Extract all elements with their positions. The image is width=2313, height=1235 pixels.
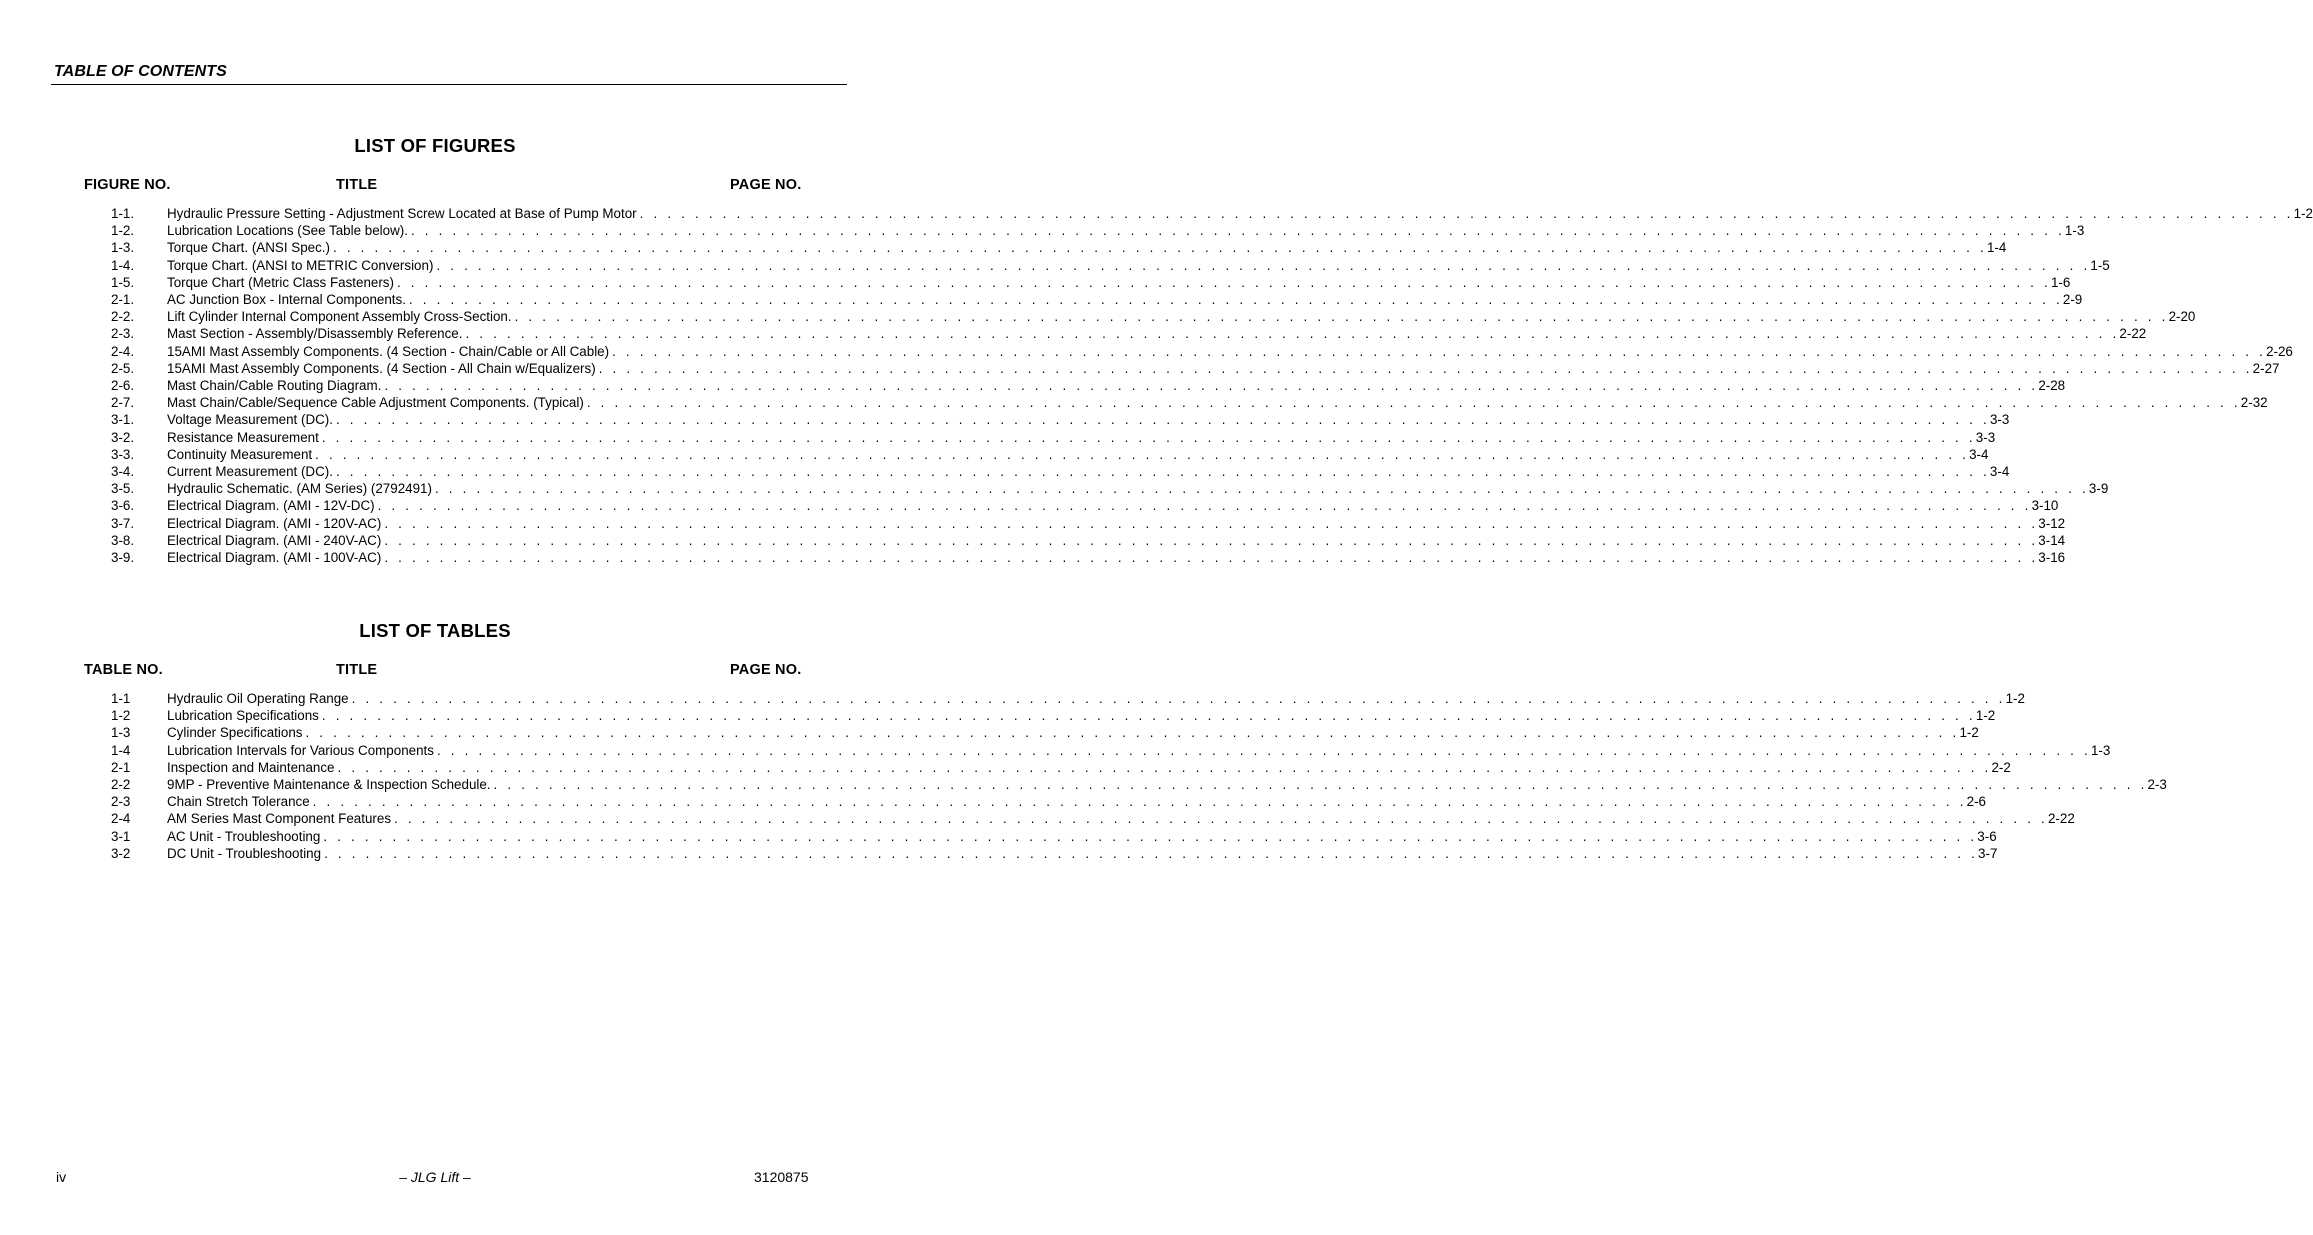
figure-entry-dot-leader: . . . . . . . . . . . . . . . . . . . . . . . . . . . . . . . . . . . . . . . . . . . . . . . . . . . . . . . . . . . . . . . . . . . . . . . . . . . . . . . . . . . . . . . . . . . . . . . . . . . . . . . . . . . . . . . . . . . . . . . . [639,206,2294,221]
table-entry-page[interactable]: 1-2 [1959,725,1979,741]
figure-entry-dot-leader: . . . . . . . . . . . . . . . . . . . . . . . . . . . . . . . . . . . . . . . . . . . . . . . . . . . . . . . . . . . . . . . . . . . . . . . . . . . . . . . . . . . . . . . . . . . . . . . . . . . . . . . . . . . . . . . . . . . . . . . . [384,378,2039,393]
figure-entry-dot-leader: . . . . . . . . . . . . . . . . . . . . . . . . . . . . . . . . . . . . . . . . . . . . . . . . . . . . . . . . . . . . . . . . . . . . . . . . . . . . . . . . . . . . . . . . . . . . . . . . . . . . . . . . . . . . . . . . . . . . . . . . [315,446,1970,462]
table-entry [0,810,2075,827]
figures-col-number-header: FIGURE NO. [84,177,171,193]
figure-entry-title[interactable]: Continuity Measurement [167,446,313,462]
table-entry-dot-leader: . . . . . . . . . . . . . . . . . . . . . . . . . . . . . . . . . . . . . . . . . . . . . . . . . . . . . . . . . . . . . . . . . . . . . . . . . . . . . . . . . . . . . . . . . . . . . . . . . . . . . . . . . . . . . . . . . . . . . . . . [394,811,2048,827]
figure-entry-page[interactable]: 1-6 [2050,274,2071,290]
table-entry-title[interactable]: DC Unit - Troubleshooting [167,845,322,861]
figure-entry-line [167,257,2110,274]
table-entry [0,828,1997,845]
figure-entry-page[interactable]: 3-9 [2088,481,2109,497]
figure-entry-title[interactable]: Current Measurement (DC). [167,464,333,479]
table-entry-line [167,793,1986,810]
table-entry-title[interactable]: Cylinder Specifications [167,725,303,741]
figure-entry-page[interactable]: 3-12 [2038,515,2066,531]
table-entry-dot-leader: . . . . . . . . . . . . . . . . . . . . . . . . . . . . . . . . . . . . . . . . . . . . . . . . . . . . . . . . . . . . . . . . . . . . . . . . . . . . . . . . . . . . . . . . . . . . . . . . . . . . . . . . . . . . . . . . . . . . . . . . [351,691,2006,706]
figure-entry-title[interactable]: Torque Chart. (ANSI to METRIC Conversion) [167,257,434,273]
figure-entry-title[interactable]: Hydraulic Schematic. (AM Series) (2792491) [167,481,432,497]
tables-col-title-header: TITLE [336,662,378,678]
table-entry-number: 1-2 [111,708,131,724]
table-entry-page[interactable]: 2-3 [2147,777,2167,792]
table-entry-dot-leader: . . . . . . . . . . . . . . . . . . . . . . . . . . . . . . . . . . . . . . . . . . . . . . . . . . . . . . . . . . . . . . . . . . . . . . . . . . . . . . . . . . . . . . . . . . . . . . . . . . . . . . . . . . . . . . . . . . . . . . . . [305,725,1960,741]
table-entry-title[interactable]: AC Unit - Troubleshooting [167,828,321,844]
figure-entry-line [167,222,2085,239]
figure-entry-page[interactable]: 2-28 [2038,378,2066,393]
table-entry-line [167,759,2011,776]
figure-entry-line [167,377,2066,394]
figure-entry-title[interactable]: 15AMI Mast Assembly Components. (4 Section - All Chain w/Equalizers) [167,360,596,376]
table-entry-number: 2-1 [111,759,131,775]
figure-entry-dot-leader: . . . . . . . . . . . . . . . . . . . . . . . . . . . . . . . . . . . . . . . . . . . . . . . . . . . . . . . . . . . . . . . . . . . . . . . . . . . . . . . . . . . . . . . . . . . . . . . . . . . . . . . . . . . . . . . . . . . . . . . . [514,309,2169,325]
figure-entry-line [167,446,1989,463]
figure-entry [0,308,2196,325]
table-entry-title[interactable]: Lubrication Specifications [167,708,319,724]
figure-entry-number: 3-4. [111,464,135,479]
figure-entry-dot-leader: . . . . . . . . . . . . . . . . . . . . . . . . . . . . . . . . . . . . . . . . . . . . . . . . . . . . . . . . . . . . . . . . . . . . . . . . . . . . . . . . . . . . . . . . . . . . . . . . . . . . . . . . . . . . . . . . . . . . . . . . [396,274,2051,290]
figure-entry-dot-leader: . . . . . . . . . . . . . . . . . . . . . . . . . . . . . . . . . . . . . . . . . . . . . . . . . . . . . . . . . . . . . . . . . . . . . . . . . . . . . . . . . . . . . . . . . . . . . . . . . . . . . . . . . . . . . . . . . . . . . . . . [384,532,2039,548]
figure-entry [0,532,2066,549]
figure-entry-page[interactable]: 3-3 [1989,412,2010,428]
figure-entry-title[interactable]: Electrical Diagram. (AMI - 100V-AC) [167,550,382,565]
figure-entry-dot-leader: . . . . . . . . . . . . . . . . . . . . . . . . . . . . . . . . . . . . . . . . . . . . . . . . . . . . . . . . . . . . . . . . . . . . . . . . . . . . . . . . . . . . . . . . . . . . . . . . . . . . . . . . . . . . . . . . . . . . . . . . [465,326,2120,342]
figure-entry-number: 1-1. [111,206,135,221]
figure-entry-line [167,515,2066,532]
figure-entry-number: 3-3. [111,446,135,462]
figure-entry-dot-leader: . . . . . . . . . . . . . . . . . . . . . . . . . . . . . . . . . . . . . . . . . . . . . . . . . . . . . . . . . . . . . . . . . . . . . . . . . . . . . . . . . . . . . . . . . . . . . . . . . . . . . . . . . . . . . . . . . . . . . . . . [335,464,1990,479]
figure-entry-page[interactable]: 2-22 [2119,326,2147,342]
table-entry [0,742,2111,759]
figure-entry-page[interactable]: 1-2 [2293,206,2313,221]
figure-entry-number: 1-4. [111,257,135,273]
table-entry-title[interactable]: 9MP - Preventive Maintenance & Inspection Schedule. [167,777,491,792]
table-entry-line [167,690,2025,707]
table-entry-number: 1-1 [111,691,131,706]
figure-entry-line [167,360,2280,377]
table-entry-page[interactable]: 1-2 [2005,691,2025,706]
figure-entry-dot-leader: . . . . . . . . . . . . . . . . . . . . . . . . . . . . . . . . . . . . . . . . . . . . . . . . . . . . . . . . . . . . . . . . . . . . . . . . . . . . . . . . . . . . . . . . . . . . . . . . . . . . . . . . . . . . . . . . . . . . . . . . [332,240,1987,256]
list-of-figures-heading: LIST OF FIGURES [354,135,516,156]
figure-entry [0,446,1989,463]
figure-entry [0,377,2066,394]
footer-page-number: iv [56,1169,67,1185]
figure-entry [0,222,2085,239]
figure-entry-title[interactable]: Lift Cylinder Internal Component Assembly Cross-Section. [167,309,512,325]
table-entry-number: 3-2 [111,845,131,861]
figure-entry-title[interactable]: AC Junction Box - Internal Components. [167,292,406,307]
figure-entry-dot-leader: . . . . . . . . . . . . . . . . . . . . . . . . . . . . . . . . . . . . . . . . . . . . . . . . . . . . . . . . . . . . . . . . . . . . . . . . . . . . . . . . . . . . . . . . . . . . . . . . . . . . . . . . . . . . . . . . . . . . . . . . [436,257,2091,273]
figure-entry [0,515,2066,532]
figure-entry-number: 2-5. [111,360,135,376]
figure-entry-title[interactable]: Electrical Diagram. (AMI - 120V-AC) [167,515,382,531]
table-entry-number: 2-3 [111,794,131,810]
figure-entry [0,325,2147,342]
figure-entry-page[interactable]: 2-32 [2240,395,2268,411]
table-entry-page[interactable]: 2-6 [1966,794,1986,810]
figure-entry-page[interactable]: 1-5 [2090,257,2110,273]
figure-entry [0,497,2059,514]
figure-entry-line [167,291,2083,308]
table-entry-dot-leader: . . . . . . . . . . . . . . . . . . . . . . . . . . . . . . . . . . . . . . . . . . . . . . . . . . . . . . . . . . . . . . . . . . . . . . . . . . . . . . . . . . . . . . . . . . . . . . . . . . . . . . . . . . . . . . . . . . . . . . . . [323,828,1978,844]
figure-entry-number: 1-5. [111,274,135,290]
table-entry-dot-leader: . . . . . . . . . . . . . . . . . . . . . . . . . . . . . . . . . . . . . . . . . . . . . . . . . . . . . . . . . . . . . . . . . . . . . . . . . . . . . . . . . . . . . . . . . . . . . . . . . . . . . . . . . . . . . . . . . . . . . . . . [312,794,1967,810]
figure-entry-number: 3-5. [111,481,135,497]
figure-entry-title[interactable]: Mast Chain/Cable/Sequence Cable Adjustment Components. (Typical) [167,395,584,411]
table-entry-number: 3-1 [111,828,131,844]
figure-entry-line [167,497,2059,514]
figure-entry-title[interactable]: Resistance Measurement [167,429,319,445]
table-entry-dot-leader: . . . . . . . . . . . . . . . . . . . . . . . . . . . . . . . . . . . . . . . . . . . . . . . . . . . . . . . . . . . . . . . . . . . . . . . . . . . . . . . . . . . . . . . . . . . . . . . . . . . . . . . . . . . . . . . . . . . . . . . . [493,777,2148,792]
figure-entry-title[interactable]: Mast Chain/Cable Routing Diagram. [167,378,382,393]
figure-entry-dot-leader: . . . . . . . . . . . . . . . . . . . . . . . . . . . . . . . . . . . . . . . . . . . . . . . . . . . . . . . . . . . . . . . . . . . . . . . . . . . . . . . . . . . . . . . . . . . . . . . . . . . . . . . . . . . . . . . . . . . . . . . . [612,343,2267,359]
figure-entry-title[interactable]: 15AMI Mast Assembly Components. (4 Section - Chain/Cable or All Cable) [167,343,610,359]
tables-col-page-header: PAGE NO. [730,662,802,678]
figure-entry-number: 2-1. [111,292,135,307]
figure-entry [0,429,1996,446]
figure-entry-page[interactable]: 2-26 [2266,343,2293,359]
figure-entry [0,291,2083,308]
figure-entry-title[interactable]: Mast Section - Assembly/Disassembly Reference. [167,326,463,342]
figure-entry-title[interactable]: Torque Chart (Metric Class Fasteners) [167,274,394,290]
figure-entry-line [167,239,2007,256]
table-entry-line [167,845,1998,862]
figure-entry [0,480,2109,497]
figure-entry-dot-leader: . . . . . . . . . . . . . . . . . . . . . . . . . . . . . . . . . . . . . . . . . . . . . . . . . . . . . . . . . . . . . . . . . . . . . . . . . . . . . . . . . . . . . . . . . . . . . . . . . . . . . . . . . . . . . . . . . . . . . . . . [377,498,2032,514]
footer-publisher: – JLG Lift – [399,1169,471,1185]
figure-entry [0,274,2071,291]
figure-entry-title[interactable]: Torque Chart. (ANSI Spec.) [167,240,330,256]
figure-entry-line [167,463,2010,480]
figure-entry-page[interactable]: 3-4 [1969,446,1989,462]
table-entry [0,793,1986,810]
figure-entry [0,394,2268,411]
table-entry-page[interactable]: 1-3 [2090,742,2111,758]
figure-entry-dot-leader: . . . . . . . . . . . . . . . . . . . . . . . . . . . . . . . . . . . . . . . . . . . . . . . . . . . . . . . . . . . . . . . . . . . . . . . . . . . . . . . . . . . . . . . . . . . . . . . . . . . . . . . . . . . . . . . . . . . . . . . . [410,223,2065,239]
table-entry-dot-leader: . . . . . . . . . . . . . . . . . . . . . . . . . . . . . . . . . . . . . . . . . . . . . . . . . . . . . . . . . . . . . . . . . . . . . . . . . . . . . . . . . . . . . . . . . . . . . . . . . . . . . . . . . . . . . . . . . . . . . . . . [324,845,1979,861]
table-entry-page[interactable]: 3-6 [1977,828,1997,844]
figure-entry-title[interactable]: Lubrication Locations (See Table below). [167,223,408,239]
table-entry-page[interactable]: 3-7 [1978,845,1998,861]
figure-entry [0,360,2280,377]
figure-entry-number: 2-4. [111,343,135,359]
figure-entry-dot-leader: . . . . . . . . . . . . . . . . . . . . . . . . . . . . . . . . . . . . . . . . . . . . . . . . . . . . . . . . . . . . . . . . . . . . . . . . . . . . . . . . . . . . . . . . . . . . . . . . . . . . . . . . . . . . . . . . . . . . . . . . [434,481,2089,497]
figure-entry-line [167,205,2313,222]
figure-entry-page[interactable]: 2-20 [2168,309,2196,325]
page-header-title: TABLE OF CONTENTS [54,63,227,80]
figure-entry-page[interactable]: 3-14 [2038,532,2066,548]
table-entry-page[interactable]: 2-22 [2047,811,2075,827]
figure-entry-dot-leader: . . . . . . . . . . . . . . . . . . . . . . . . . . . . . . . . . . . . . . . . . . . . . . . . . . . . . . . . . . . . . . . . . . . . . . . . . . . . . . . . . . . . . . . . . . . . . . . . . . . . . . . . . . . . . . . . . . . . . . . . [586,395,2241,411]
figure-entry-number: 2-2. [111,309,135,325]
figure-entry-line [167,549,2066,566]
figure-entry-line [167,480,2109,497]
table-entry-page[interactable]: 1-2 [1975,708,1996,724]
table-entry [0,690,2025,707]
list-of-tables-heading: LIST OF TABLES [359,620,511,641]
table-entry [0,724,1979,741]
figure-entry-line [167,394,2268,411]
table-entry-dot-leader: . . . . . . . . . . . . . . . . . . . . . . . . . . . . . . . . . . . . . . . . . . . . . . . . . . . . . . . . . . . . . . . . . . . . . . . . . . . . . . . . . . . . . . . . . . . . . . . . . . . . . . . . . . . . . . . . . . . . . . . . [436,742,2091,758]
table-entry-number: 1-4 [111,742,131,758]
table-entry-page[interactable]: 2-2 [1991,759,2011,775]
table-entry [0,759,2011,776]
figure-entry [0,463,2010,480]
figure-entry-number: 3-8. [111,532,135,548]
figure-entry-line [167,411,2010,428]
figure-entry-dot-leader: . . . . . . . . . . . . . . . . . . . . . . . . . . . . . . . . . . . . . . . . . . . . . . . . . . . . . . . . . . . . . . . . . . . . . . . . . . . . . . . . . . . . . . . . . . . . . . . . . . . . . . . . . . . . . . . . . . . . . . . . [598,360,2253,376]
figure-entry-line [167,429,1996,446]
figures-col-title-header: TITLE [336,177,378,193]
figure-entry-page[interactable]: 3-10 [2031,498,2059,514]
figure-entry-line [167,532,2066,549]
figure-entry-number: 3-1. [111,412,135,428]
figure-entry-line [167,325,2147,342]
figure-entry-title[interactable]: Voltage Measurement (DC). [167,412,333,428]
figure-entry-line [167,274,2071,291]
table-entry-number: 2-4 [111,811,131,827]
figure-entry-page[interactable]: 1-4 [1986,240,2007,256]
table-entry-line [167,742,2111,759]
figure-entry [0,205,2313,222]
figure-entry-page[interactable]: 3-3 [1975,429,1996,445]
table-entry-line [167,776,2167,793]
table-entry-title[interactable]: Chain Stretch Tolerance [167,794,310,810]
figure-entry [0,549,2066,566]
figure-entry-title[interactable]: Hydraulic Pressure Setting - Adjustment Screw Located at Base of Pump Motor [167,206,637,221]
table-entry-line [167,828,1997,845]
figure-entry-dot-leader: . . . . . . . . . . . . . . . . . . . . . . . . . . . . . . . . . . . . . . . . . . . . . . . . . . . . . . . . . . . . . . . . . . . . . . . . . . . . . . . . . . . . . . . . . . . . . . . . . . . . . . . . . . . . . . . . . . . . . . . . [384,515,2039,531]
footer-doc-number: 3120875 [754,1169,809,1185]
figure-entry-page[interactable]: 2-27 [2252,360,2280,376]
figure-entry-line [167,308,2196,325]
table-entry-dot-leader: . . . . . . . . . . . . . . . . . . . . . . . . . . . . . . . . . . . . . . . . . . . . . . . . . . . . . . . . . . . . . . . . . . . . . . . . . . . . . . . . . . . . . . . . . . . . . . . . . . . . . . . . . . . . . . . . . . . . . . . . [321,708,1976,724]
figure-entry-number: 2-7. [111,395,135,411]
figure-entry-dot-leader: . . . . . . . . . . . . . . . . . . . . . . . . . . . . . . . . . . . . . . . . . . . . . . . . . . . . . . . . . . . . . . . . . . . . . . . . . . . . . . . . . . . . . . . . . . . . . . . . . . . . . . . . . . . . . . . . . . . . . . . . [408,292,2063,307]
figure-entry-title[interactable]: Electrical Diagram. (AMI - 240V-AC) [167,532,382,548]
figure-entry-number: 2-6. [111,378,135,393]
table-entry-title[interactable]: Lubrication Intervals for Various Components [167,742,434,758]
figure-entry-page[interactable]: 3-16 [2038,550,2066,565]
figures-col-page-header: PAGE NO. [730,177,802,193]
table-entry-number: 1-3 [111,725,131,741]
table-entry-title[interactable]: AM Series Mast Component Features [167,811,392,827]
figure-entry-title[interactable]: Electrical Diagram. (AMI - 12V-DC) [167,498,375,514]
figure-entry [0,343,2293,360]
tables-col-number-header: TABLE NO. [84,662,163,678]
figure-entry [0,239,2007,256]
page-header [51,62,847,85]
figure-entry-number: 3-7. [111,515,135,531]
figure-entry-number: 1-3. [111,240,135,256]
figure-entry-page[interactable]: 1-3 [2064,223,2085,239]
table-entry-title[interactable]: Inspection and Maintenance [167,759,335,775]
figure-entry-number: 3-2. [111,429,135,445]
figure-entry-number: 2-3. [111,326,135,342]
table-entry-line [167,724,1979,741]
figure-entry-page[interactable]: 3-4 [1989,464,2010,479]
table-entry [0,845,1998,862]
figure-entry-number: 3-9. [111,550,135,565]
table-entry-number: 2-2 [111,777,131,792]
table-entry-title[interactable]: Hydraulic Oil Operating Range [167,691,349,706]
figure-entry-number: 1-2. [111,223,135,239]
table-entry-line [167,707,1996,724]
figure-entry-line [167,343,2293,360]
figure-entry-dot-leader: . . . . . . . . . . . . . . . . . . . . . . . . . . . . . . . . . . . . . . . . . . . . . . . . . . . . . . . . . . . . . . . . . . . . . . . . . . . . . . . . . . . . . . . . . . . . . . . . . . . . . . . . . . . . . . . . . . . . . . . . [321,429,1976,445]
figure-entry-page[interactable]: 2-9 [2062,292,2083,307]
figure-entry-dot-leader: . . . . . . . . . . . . . . . . . . . . . . . . . . . . . . . . . . . . . . . . . . . . . . . . . . . . . . . . . . . . . . . . . . . . . . . . . . . . . . . . . . . . . . . . . . . . . . . . . . . . . . . . . . . . . . . . . . . . . . . . [335,412,1990,428]
table-entry-line [167,810,2075,827]
figure-entry [0,257,2110,274]
figure-entry-dot-leader: . . . . . . . . . . . . . . . . . . . . . . . . . . . . . . . . . . . . . . . . . . . . . . . . . . . . . . . . . . . . . . . . . . . . . . . . . . . . . . . . . . . . . . . . . . . . . . . . . . . . . . . . . . . . . . . . . . . . . . . . [384,550,2039,565]
table-entry-dot-leader: . . . . . . . . . . . . . . . . . . . . . . . . . . . . . . . . . . . . . . . . . . . . . . . . . . . . . . . . . . . . . . . . . . . . . . . . . . . . . . . . . . . . . . . . . . . . . . . . . . . . . . . . . . . . . . . . . . . . . . . . [337,759,1992,775]
figure-entry-number: 3-6. [111,498,135,514]
table-entry [0,707,1996,724]
table-entry [0,776,2167,793]
figure-entry [0,411,2010,428]
